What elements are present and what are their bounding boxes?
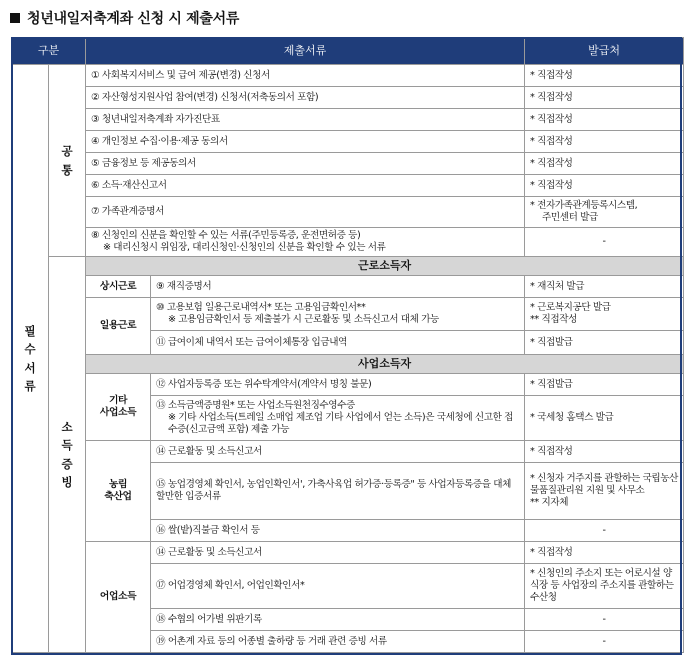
table-row — [12, 197, 684, 228]
farming-label-line-2: 축산업 — [104, 491, 132, 502]
table-row — [12, 298, 684, 331]
other-business-label-line-2: 사업소득 — [99, 407, 137, 418]
table-row — [12, 109, 684, 131]
doc-cell: ⑨ 재직증명서 — [151, 276, 525, 298]
square-bullet-icon — [10, 13, 20, 23]
doc-note: ※ 대리신청시 위임장, 대리신청인·신청인의 신분을 확인할 수 있는 서류 — [103, 242, 386, 253]
issuer-cell: - — [525, 228, 684, 257]
table-row — [12, 131, 684, 153]
table-header-row — [12, 38, 684, 65]
issuer-cell: - — [525, 631, 684, 653]
table-row — [12, 441, 684, 463]
header-documents: 제출서류 — [86, 38, 525, 65]
doc-cell: ⑲ 어촌계 자료 등의 어종별 출하량 등 거래 관련 증빙 서류 — [151, 631, 525, 653]
table-row — [12, 374, 684, 396]
issuer-cell: * 직접작성 — [525, 542, 684, 564]
common-label: 공 통 — [49, 65, 86, 257]
table-row — [12, 276, 684, 298]
doc-cell: ⑫ 사업자등록증 또는 위수탁계약서(계약서 명칭 불문) — [151, 374, 525, 396]
issuer-line: * 근로복지공단 발급 — [530, 302, 611, 314]
issuer-cell — [525, 197, 684, 228]
table-row — [12, 542, 684, 564]
issuer-cell: * 직접작성 — [525, 109, 684, 131]
doc-cell: ⑤ 금융정보 등 제공동의서 — [86, 153, 525, 175]
required-docs-label: 필 수 서 류 — [12, 65, 49, 653]
issuer-cell: * 국세청 홈택스 발급 — [525, 396, 684, 441]
doc-note: ※ 고용임금확인서 등 제출불가 시 근로활동 및 소득신고서 대체 가능 — [168, 314, 439, 325]
issuer-line: * 신청자 거주지를 관할하는 국립농산물품질관리원 지원 및 사무소 — [530, 473, 679, 497]
other-business-label — [86, 374, 151, 441]
regular-work-label: 상시근로 — [86, 276, 151, 298]
doc-cell: ⑮ 농업경영체 확인서, 농업인확인서', 가축사육업 허가증·등록증" 등 사업자등록증을 대체할만한 입증서류 — [151, 463, 525, 520]
issuer-cell: * 직접작성 — [525, 175, 684, 197]
doc-main: ⑩ 고용보험 일용근로내역서* 또는 고용임금확인서** — [156, 302, 366, 314]
doc-cell: ⑯ 쌀(밭)직불금 확인서 등 — [151, 520, 525, 542]
doc-cell — [151, 396, 525, 441]
doc-main: ⑧ 신청인의 신분을 확인할 수 있는 서류(주민등록증, 운전면허증 등) — [91, 230, 361, 242]
doc-cell: ⑦ 가족관계증명서 — [86, 197, 525, 228]
issuer-cell: * 직접발급 — [525, 331, 684, 355]
doc-cell: ⑥ 소득·재산신고서 — [86, 175, 525, 197]
fishery-label: 어업소득 — [86, 542, 151, 653]
header-issuer: 발급처 — [525, 38, 684, 65]
doc-cell: ⑪ 급여이체 내역서 또는 급여이체통장 입금내역 — [151, 331, 525, 355]
farming-label — [86, 441, 151, 542]
doc-note: ※ 기타 사업소득(트레일 소매업 제조업 기타 사업에서 얻는 소득)은 국세청에 신고한 접수증(신고금액 포함) 제출 가능 — [168, 412, 513, 435]
issuer-cell: * 직접작성 — [525, 65, 684, 87]
issuer-cell: * 재직처 발급 — [525, 276, 684, 298]
issuer-cell: - — [525, 520, 684, 542]
issuer-cell: * 직접작성 — [525, 131, 684, 153]
daily-work-label: 일용근로 — [86, 298, 151, 355]
section-row — [12, 257, 684, 276]
doc-cell: ⑭ 근로활동 및 소득신고서 — [151, 542, 525, 564]
header-category: 구분 — [12, 38, 86, 65]
doc-cell: ⑭ 근로활동 및 소득신고서 — [151, 441, 525, 463]
table-row — [12, 228, 684, 257]
issuer-cell — [525, 463, 684, 520]
doc-main: ⑬ 소득금액증명원* 또는 사업소득원천징수영수증 — [156, 400, 355, 412]
table-row — [12, 87, 684, 109]
doc-cell: ⑰ 어업경영체 확인서, 어업인확인서* — [151, 564, 525, 609]
table-row — [12, 153, 684, 175]
issuer-cell: - — [525, 609, 684, 631]
table-row — [12, 175, 684, 197]
income-proof-label: 소 득 증 빙 — [49, 257, 86, 653]
issuer-cell: * 직접발급 — [525, 374, 684, 396]
issuer-line-2: ** 직접작성 — [530, 314, 577, 325]
doc-cell — [86, 228, 525, 257]
doc-cell: ③ 청년내일저축계좌 자가진단표 — [86, 109, 525, 131]
page-title — [10, 6, 239, 30]
issuer-cell: * 신청인의 주소지 또는 어로시설 양식장 등 사업장의 주소지를 관할하는 수산청 — [525, 564, 684, 609]
issuer-cell: * 직접작성 — [525, 87, 684, 109]
doc-cell: ② 자산형성지원사업 참여(변경) 신청서(저축동의서 포함) — [86, 87, 525, 109]
issuer-cell: * 직접작성 — [525, 441, 684, 463]
issuer-cell — [525, 298, 684, 331]
doc-cell: ① 사회복지서비스 및 급여 제공(변경) 신청서 — [86, 65, 525, 87]
business-section-title: 사업소득자 — [86, 355, 684, 374]
farming-label-line-1: 농림 — [108, 479, 128, 491]
page-title-text: 청년내일저축계좌 신청 시 제출서류 — [27, 11, 240, 27]
documents-table — [11, 37, 684, 653]
section-row — [12, 355, 684, 374]
doc-cell: ④ 개인정보 수집·이용·제공 동의서 — [86, 131, 525, 153]
issuer-line-2: 주민센터 발급 — [542, 212, 598, 223]
labor-section-title: 근로소득자 — [86, 257, 684, 276]
table-row — [12, 65, 684, 87]
issuer-line: * 전자가족관계등록시스템, — [530, 200, 638, 212]
issuer-line-2: ** 지자체 — [530, 496, 569, 508]
doc-cell — [151, 298, 525, 331]
issuer-cell: * 직접작성 — [525, 153, 684, 175]
doc-cell: ⑱ 수협의 어가별 위판기록 — [151, 609, 525, 631]
other-business-label-line-1: 기타 — [108, 395, 128, 407]
